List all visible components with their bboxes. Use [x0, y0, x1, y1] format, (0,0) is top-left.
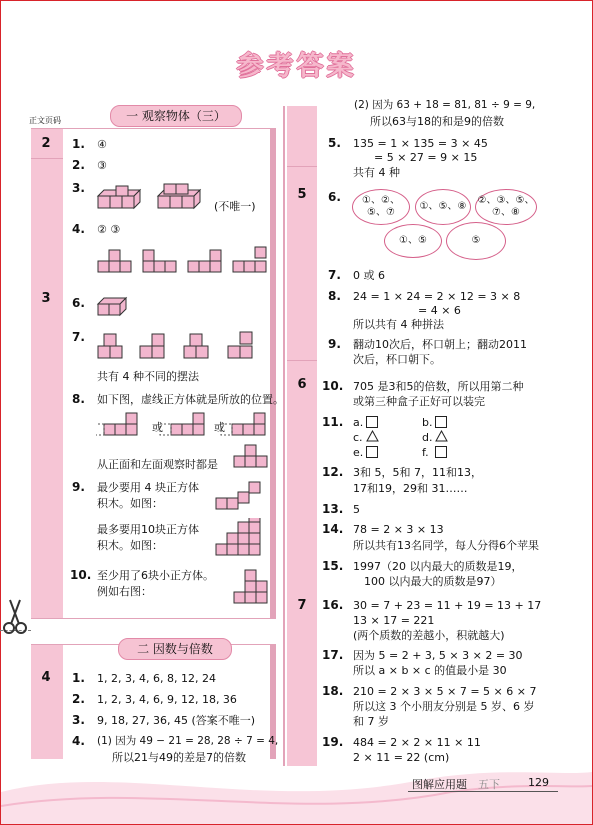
r10-line-2: 或第三种盒子正好可以装完 — [353, 395, 485, 408]
r18-line-3: 和 7 岁 — [353, 715, 389, 728]
r19-number: 19. — [322, 735, 344, 749]
left-mid-rule — [31, 618, 276, 619]
q9-number: 9. — [72, 480, 85, 494]
q8-or-1: 或 — [152, 421, 163, 434]
q8-cubes-figure — [96, 410, 276, 440]
r8-number: 8. — [328, 289, 341, 303]
q10-number: 10. — [70, 568, 92, 582]
r11-c: c. — [353, 431, 363, 444]
q9-max-1: 最多要用10块正方体 — [97, 523, 199, 536]
footer-wave — [1, 762, 592, 824]
q8-view-text: 从正面和左面观察时都是 — [97, 458, 218, 471]
q10-cubes-figure — [230, 566, 274, 606]
right-page-band — [287, 106, 317, 766]
f4-line-2: 所以21与49的差是7的倍数 — [112, 751, 246, 764]
r11-number: 11. — [322, 415, 344, 429]
right-left-rule — [283, 106, 285, 766]
left-page-band — [31, 128, 63, 618]
r11-d: d. — [422, 431, 433, 444]
q8-number: 8. — [72, 392, 85, 406]
r8-line-2: = 4 × 6 — [418, 304, 461, 317]
r7-answer: 0 或 6 — [353, 269, 385, 282]
footer-page-number: 129 — [528, 776, 549, 789]
r7-number: 7. — [328, 268, 341, 282]
venn-set-1: ①、②、⑤、⑦ — [352, 189, 410, 225]
page-ref-4: 4 — [41, 670, 51, 685]
square-icon — [435, 416, 447, 428]
f4-number: 4. — [72, 734, 85, 748]
r10-number: 10. — [322, 379, 344, 393]
footer-grade: 五下 — [478, 778, 500, 791]
square-icon — [366, 416, 378, 428]
r18-number: 18. — [322, 684, 344, 698]
page-ref-6: 6 — [297, 377, 307, 392]
page-ref-3: 3 — [41, 291, 51, 306]
section-header-factors: 二 因数与倍数 — [118, 638, 232, 660]
q4-number: 4. — [72, 222, 85, 236]
r16-line-2: 13 × 17 = 221 — [353, 614, 435, 627]
q3-number: 3. — [72, 181, 85, 195]
q8-or-2: 或 — [214, 421, 225, 434]
r9-number: 9. — [328, 337, 341, 351]
f1-answer: 1, 2, 3, 4, 6, 8, 12, 24 — [97, 672, 216, 685]
r6-number: 6. — [328, 190, 341, 204]
right-band-rule2 — [287, 360, 317, 361]
r15-line-1: 1997（20 以内最大的质数是19， — [353, 560, 523, 573]
f4-line-1: (1) 因为 49 − 21 = 28, 28 ÷ 7 = 4, — [97, 735, 279, 747]
footer-rule — [408, 791, 558, 792]
r17-line-1: 因为 5 = 2 + 3, 5 × 3 × 2 = 30 — [353, 649, 523, 662]
r13-answer: 5 — [353, 503, 360, 516]
square-icon — [435, 446, 447, 458]
square-icon — [366, 446, 378, 458]
r9-line-1: 翻动10次后，杯口朝上；翻动2011 — [353, 338, 527, 351]
q9-min-2: 积木。如图： — [97, 497, 163, 510]
venn-set-4: ①、⑤ — [384, 224, 442, 258]
r4-line-2: 所以63与18的和是9的倍数 — [370, 115, 504, 128]
r12-number: 12. — [322, 465, 344, 479]
r5-line-3: 共有 4 种 — [353, 166, 400, 179]
q6-cubes-figure — [96, 292, 136, 320]
r4-line-1: (2) 因为 63 + 18 = 81, 81 ÷ 9 = 9, — [354, 99, 536, 111]
left-band-rule — [31, 158, 63, 159]
r16-line-1: 30 = 7 + 23 = 11 + 19 = 13 + 17 — [353, 599, 542, 612]
r11-b: b. — [422, 416, 433, 429]
r12-line-2: 17和19，29和 31…… — [353, 482, 468, 495]
q9-max-cubes-figure — [212, 518, 272, 558]
q9-min-1: 最少要用 4 块正方体 — [97, 481, 199, 494]
venn-set-2: ①、⑤、⑧ — [415, 189, 471, 225]
r13-number: 13. — [322, 502, 344, 516]
q4-answer: ② ③ — [97, 223, 121, 236]
right-band-rule — [287, 166, 317, 167]
q3-note: (不唯一) — [214, 200, 256, 213]
r17-line-2: 所以 a × b × c 的值最小是 30 — [353, 664, 507, 677]
r18-line-1: 210 = 2 × 3 × 5 × 7 = 5 × 6 × 7 — [353, 685, 537, 698]
q10-line-1: 至少用了6块小正方体。 — [97, 569, 214, 582]
q8-answer: 如下图，虚线正方体就是所放的位置。 — [97, 393, 284, 406]
r10-line-1: 705 是3和5的倍数，所以用第二种 — [353, 380, 524, 393]
triangle-icon — [366, 430, 379, 442]
venn-set-5: ⑤ — [446, 222, 506, 260]
venn-set-3: ②、③、⑤、⑦、⑧ — [475, 189, 537, 225]
r11-e: e. — [353, 446, 364, 459]
left-page-band-lower — [31, 644, 63, 759]
r12-line-1: 3和 5，5和 7，11和13， — [353, 466, 482, 479]
triangle-icon — [435, 430, 448, 442]
r15-number: 15. — [322, 559, 344, 573]
q9-max-2: 积木。如图： — [97, 539, 163, 552]
r14-line-2: 所以共有13名同学，每人分得6个苹果 — [353, 539, 539, 552]
q2-number: 2. — [72, 158, 85, 172]
q7-answer: 共有 4 种不同的摆法 — [97, 370, 199, 383]
q9-min-cubes-figure — [212, 478, 272, 512]
page-ref-5: 5 — [297, 187, 307, 202]
r18-line-2: 所以这 3 个小朋友分别是 5 岁、6 岁 — [353, 700, 535, 713]
footer-book-title: 图解应用题 — [412, 778, 467, 791]
page-label: 正文页码 — [29, 116, 61, 125]
r17-number: 17. — [322, 648, 344, 662]
q1-number: 1. — [72, 137, 85, 151]
page-ref-7: 7 — [297, 598, 307, 613]
r8-line-3: 所以共有 4 种拼法 — [353, 318, 444, 331]
f2-answer: 1, 2, 3, 4, 6, 9, 12, 18, 36 — [97, 693, 237, 706]
r5-line-2: = 5 × 27 = 9 × 15 — [374, 151, 478, 164]
r19-line-2: 2 × 11 = 22 (cm) — [353, 751, 450, 764]
scissors-icon — [2, 598, 28, 636]
f3-answer: 9, 18, 27, 36, 45 (答案不唯一) — [97, 714, 256, 727]
r5-line-1: 135 = 1 × 135 = 3 × 45 — [353, 137, 488, 150]
q1-answer: ④ — [97, 138, 107, 151]
q4-cubes-figure — [96, 243, 276, 277]
page-ref-2: 2 — [41, 136, 51, 151]
r9-line-2: 次后，杯口朝下。 — [353, 353, 441, 366]
q7-number: 7. — [72, 330, 85, 344]
r19-line-1: 484 = 2 × 2 × 11 × 11 — [353, 736, 481, 749]
r11-a: a. — [353, 416, 364, 429]
f2-number: 2. — [72, 692, 85, 706]
page-title: 参考答案 — [236, 51, 357, 82]
q7-cubes-figure — [96, 328, 276, 366]
r15-line-2: 100 以内最大的质数是97） — [364, 575, 502, 588]
r16-line-3: (两个质数的差越小，积就越大) — [353, 629, 505, 642]
r14-number: 14. — [322, 522, 344, 536]
q8-view-figure — [232, 444, 272, 470]
q10-line-2: 例如右图： — [97, 585, 152, 598]
f3-number: 3. — [72, 713, 85, 727]
q6-number: 6. — [72, 296, 85, 310]
r5-number: 5. — [328, 136, 341, 150]
left-top-rule — [31, 128, 276, 129]
section-header-observe: 一 观察物体（三） — [110, 105, 242, 127]
q3-cubes-figure — [96, 180, 206, 216]
q2-answer: ③ — [97, 159, 107, 172]
r11-f: f. — [422, 446, 429, 459]
r8-line-1: 24 = 1 × 24 = 2 × 12 = 3 × 8 — [353, 290, 521, 303]
r16-number: 16. — [322, 598, 344, 612]
f1-number: 1. — [72, 671, 85, 685]
r14-line-1: 78 = 2 × 3 × 13 — [353, 523, 444, 536]
